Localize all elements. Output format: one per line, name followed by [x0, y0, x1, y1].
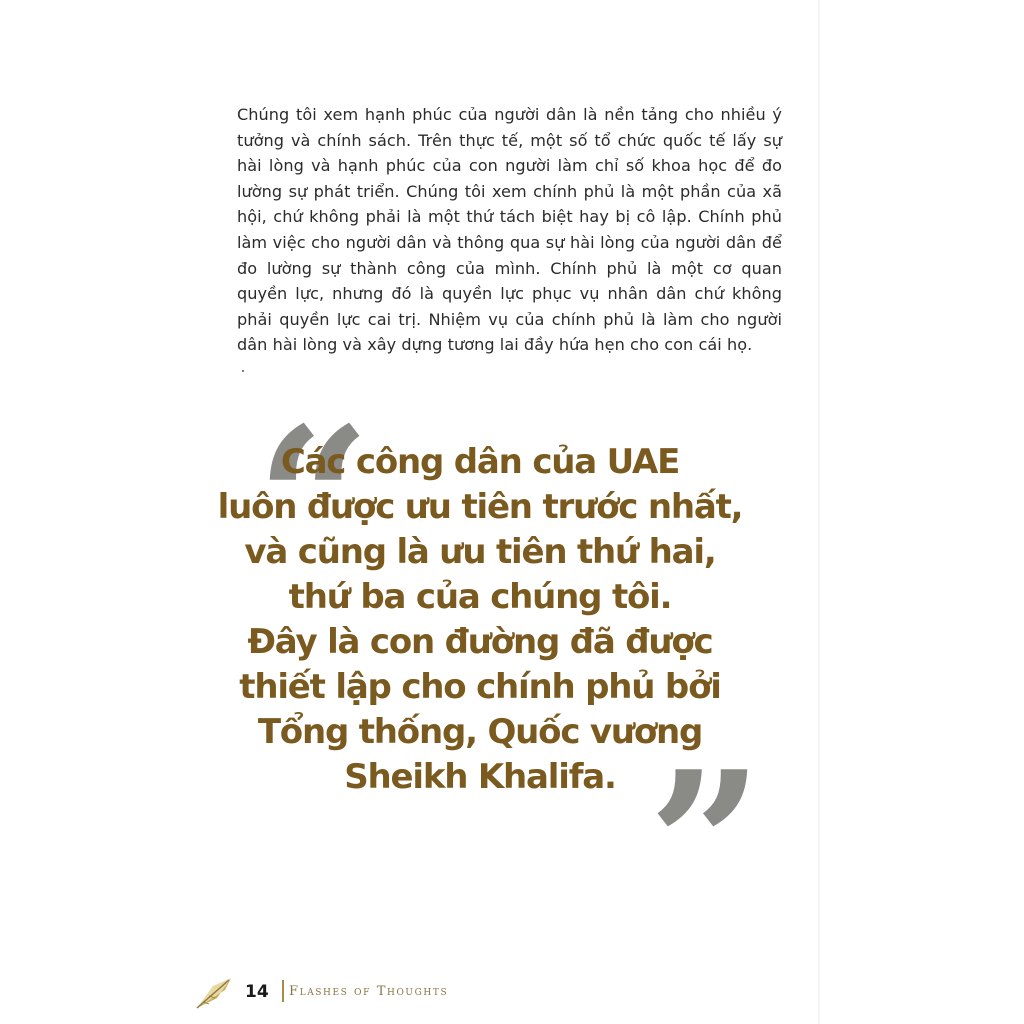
feather-emblem-icon: [195, 976, 233, 1010]
pull-quote-line: thứ ba của chúng tôi.: [288, 577, 672, 617]
close-quote-icon: ”: [648, 728, 764, 963]
pull-quote-line: luôn được ưu tiên trước nhất,: [217, 487, 743, 527]
footer-divider: [282, 980, 284, 1002]
pull-quote-line: Tổng thống, Quốc vương: [257, 712, 703, 752]
open-quote-icon: “: [256, 384, 372, 619]
pull-quote: [200, 384, 764, 963]
body-paragraph: Chúng tôi xem hạnh phúc của người dân là nền tảng cho nhiều ý tưởng và chính sách. Trên thực tế, một số tổ chức quốc tế lấy sự hài lòng và hạnh phúc của con người làm chỉ số khoa học để đo lường sự phát triển. Chúng tôi xem chính phủ là một phần của xã hội, chứ không phải là một thứ tách biệt hay bị cô lập. Chính phủ làm việc cho người dân và thông qua sự hài lòng của người dân để đo lường sự thành công của mình. Chính phủ là một cơ quan quyền lực, nhưng đó là quyền lực phục vụ nhân dân chứ không phải quyền lực cai trị. Nhiệm vụ của chính phủ là làm cho người dân hài lòng và xây dựng tương lai đầy hứa hẹn cho con cái họ.: [237, 105, 782, 355]
page-edge-shadow: [818, 0, 820, 1024]
pull-quote-line: và cũng là ưu tiên thứ hai,: [244, 532, 716, 572]
running-title: Flashes of Thoughts: [289, 984, 449, 999]
pull-quote-line: Đây là con đường đã được: [247, 622, 713, 662]
page-footer: [195, 972, 515, 1012]
pull-quote-line: Các công dân của UAE: [280, 442, 680, 482]
print-speck: [242, 370, 244, 372]
pull-quote-line: Sheikh Khalifa.: [344, 757, 616, 797]
page-number: 14: [245, 982, 269, 1002]
pull-quote-line: thiết lập cho chính phủ bởi: [239, 667, 721, 707]
